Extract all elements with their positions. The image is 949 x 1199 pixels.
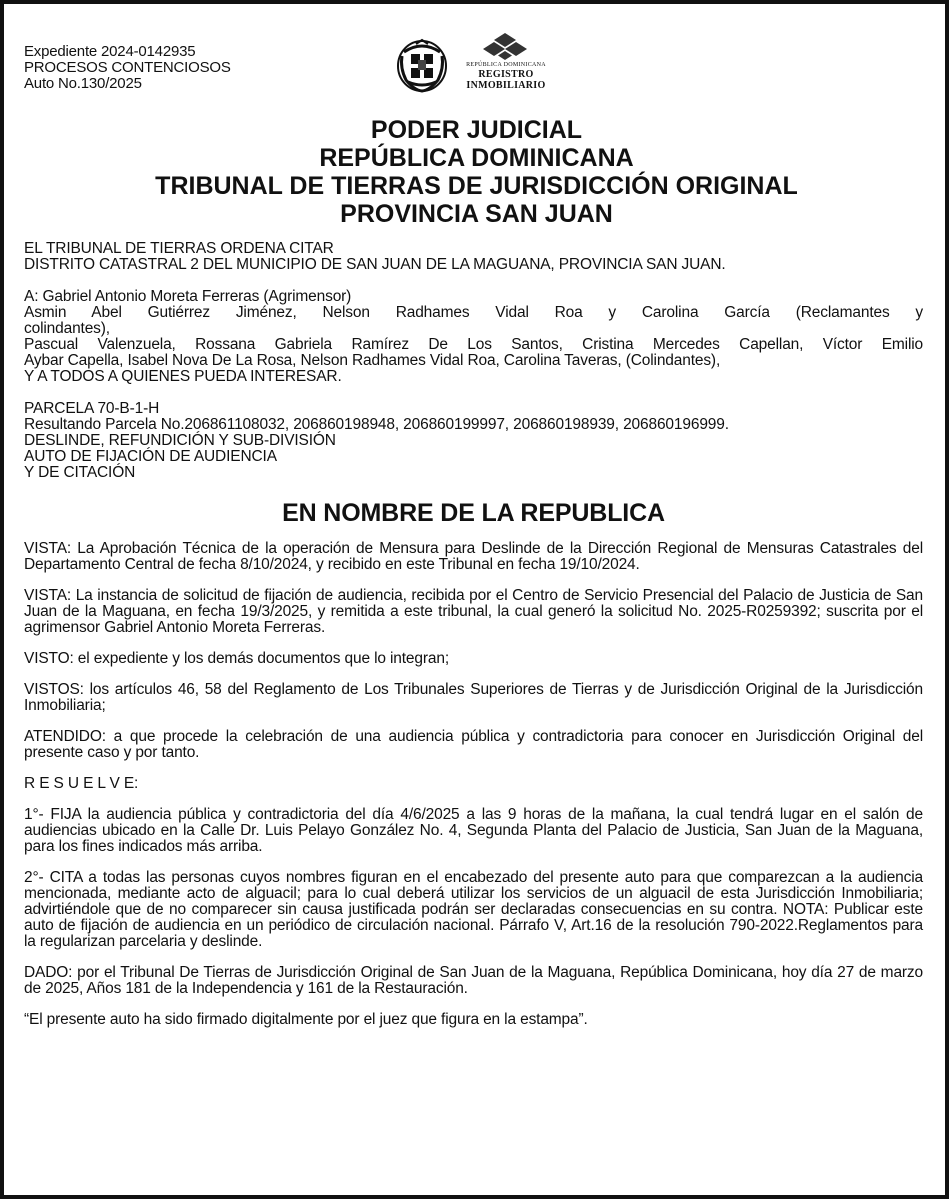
- paragraph-vista-2: VISTA: La instancia de solicitud de fijación de audiencia, recibida por el Centro de Servicio Presencial del Palacio de Justicia de San Juan de la Maguana, en fecha 19/3/2025, y remitida a este tribunal, la cual generó la solicitud No. 2025-R0259392; suscrita por el agrimensor Gabriel Antonio Moreta Ferreras.: [24, 587, 923, 636]
- header-line-2: REPÚBLICA DOMINICANA: [319, 144, 634, 172]
- header-line-1: PODER JUDICIAL: [370, 116, 583, 144]
- paragraph-firma: “El presente auto ha sido firmado digitalmente por el juez que figura en la estampa”.: [24, 1011, 588, 1028]
- coat-of-arms-icon: [396, 38, 448, 94]
- parcel-line-5: Y DE CITACIÓN: [24, 464, 136, 481]
- parties-line-1: A: Gabriel Antonio Moreta Ferreras (Agrimensor): [24, 288, 352, 305]
- paragraph-punto-1: 1°- FIJA la audiencia pública y contradictoria del día 4/6/2025 a las 9 horas de la mañana, la cual tendrá lugar en el salón de audiencias ubicado en la Calle Dr. Luis Pelayo González No. 4, Segunda Planta del Palacio de Justicia, San Juan de la Maguana, para los fines indicados más arriba.: [24, 806, 923, 855]
- parcel-line-1: PARCELA 70-B-1-H: [24, 400, 160, 417]
- header-line-3: TRIBUNAL DE TIERRAS DE JURISDICCIÓN ORIGINAL: [155, 172, 798, 200]
- paragraph-visto: VISTO: el expediente y los demás documentos que lo integran;: [24, 650, 449, 667]
- parcel-line-2: Resultando Parcela No.206861108032, 206860198948, 206860199997, 206860198939, 206860196999.: [24, 416, 729, 433]
- parties-line-2: Asmin Abel Gutiérrez Jiménez, Nelson Radhames Vidal Roa y Carolina García (Reclamantes y: [24, 304, 923, 321]
- case-number: Expediente 2024-0142935: [24, 43, 196, 60]
- citation-line-1: EL TRIBUNAL DE TIERRAS ORDENA CITAR: [24, 240, 334, 257]
- case-metadata: [24, 44, 231, 92]
- republica-heading: EN NOMBRE DE LA REPUBLICA: [282, 499, 665, 527]
- parties-line-6: Y A TODOS A QUIENES PUEDA INTERESAR.: [24, 368, 342, 385]
- process-type: PROCESOS CONTENCIOSOS: [24, 59, 231, 76]
- auto-number: Auto No.130/2025: [24, 75, 142, 92]
- ri-name: [454, 69, 558, 91]
- parties-line-3: colindantes),: [24, 320, 110, 337]
- resuelve-label: R E S U E L V E:: [24, 775, 139, 792]
- paragraph-dado: DADO: por el Tribunal De Tierras de Jurisdicción Original de San Juan de la Maguana, República Dominicana, hoy día 27 de marzo de 2025, Años 181 de la Independencia y 161 de la Restauración.: [24, 964, 923, 997]
- paragraph-punto-2: 2°- CITA a todas las personas cuyos nombres figuran en el encabezado del presente auto para que comparezcan a la audiencia mencionada, mediante acto de alguacil; para lo cual deberá utilizar los servicios de un alguacil de esta Jurisdicción Inmobiliaria; advirtiéndole que de no comparecer sin causa justificada podrán ser declaradas consecuencias en su contra. NOTA: Publicar este auto de fijación de audiencia en un periódico de circulación nacional. Párrafo V, Art.16 de la resolución 790-2022.Reglamentos para la regularizan parcelaria y deslinde.: [24, 869, 923, 950]
- paragraph-vistos: VISTOS: los artículos 46, 58 del Reglamento de Los Tribunales Superiores de Tierras y de Jurisdicción Original de la Jurisdicción Inmobiliaria;: [24, 681, 923, 714]
- paragraph-atendido: ATENDIDO: a que procede la celebración de una audiencia pública y contradictoria para conocer en Jurisdicción Original del presente caso y por tanto.: [24, 728, 923, 761]
- citation-line-2: DISTRITO CATASTRAL 2 DEL MUNICIPIO DE SAN JUAN DE LA MAGUANA, PROVINCIA SAN JUAN.: [24, 256, 726, 273]
- ri-name-line1: REGISTRO: [478, 69, 534, 80]
- parcel-line-4: AUTO DE FIJACIÓN DE AUDIENCIA: [24, 448, 277, 465]
- ri-name-line2: INMOBILIARIO: [466, 80, 546, 91]
- parties-line-4: Pascual Valenzuela, Rossana Gabriela Ramírez De Los Santos, Cristina Mercedes Capellan, Víctor Emilio: [24, 336, 923, 353]
- header-logos: [396, 32, 566, 98]
- registro-inmobiliario-logo-icon: [480, 32, 530, 62]
- paragraph-vista-1: VISTA: La Aprobación Técnica de la operación de Mensura para Deslinde de la Dirección Regional de Mensuras Catastrales del Departamento Central de fecha 8/10/2024, y recibido en este Tribunal en fecha 19/10/2024.: [24, 540, 923, 573]
- header-line-4: PROVINCIA SAN JUAN: [340, 200, 613, 228]
- ri-country-label: REPÚBLICA DOMINICANA: [466, 62, 546, 68]
- notice-body: [24, 241, 923, 1043]
- court-header: [24, 116, 929, 228]
- registro-inmobiliario-wordmark: [454, 62, 558, 91]
- parties-line-5: Aybar Capella, Isabel Nova De La Rosa, Nelson Radhames Vidal Roa, Carolina Taveras, (Colindantes),: [24, 352, 721, 369]
- parcel-line-3: DESLINDE, REFUNDICIÓN Y SUB-DIVISIÓN: [24, 432, 336, 449]
